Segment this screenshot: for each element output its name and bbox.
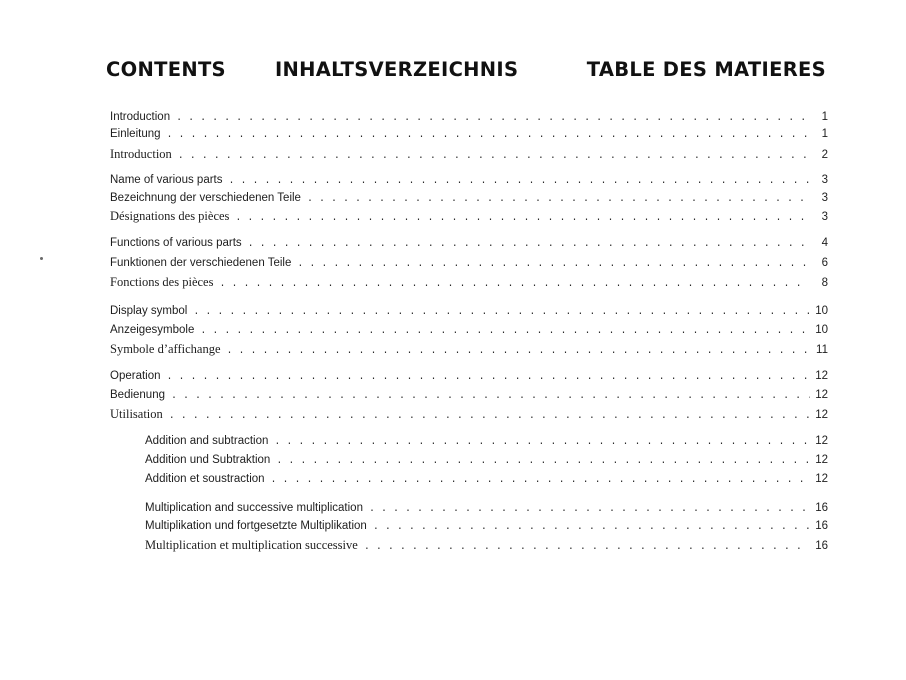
dot-leader <box>373 520 810 536</box>
toc-subentry <box>145 537 828 553</box>
toc-subentry <box>145 518 828 534</box>
toc-entry <box>110 126 828 142</box>
contents-headings <box>106 58 826 88</box>
toc-entry-page: 12 <box>815 409 828 421</box>
toc-subentry <box>145 452 828 468</box>
toc-entry-page: 16 <box>815 502 828 514</box>
dot-leader <box>200 324 810 340</box>
toc-entry-page: 12 <box>815 473 828 485</box>
dot-leader <box>219 277 810 293</box>
toc-entry <box>110 341 828 357</box>
toc-entry-page: 1 <box>821 128 828 140</box>
toc-entry-title: Addition and subtraction <box>145 435 269 447</box>
dot-leader <box>178 149 810 165</box>
toc-entry <box>110 387 828 403</box>
dot-leader <box>227 344 811 360</box>
dot-leader <box>171 389 810 405</box>
toc-entry-title: Einleitung <box>110 128 161 140</box>
toc-entry-title: Symbole d’affichange <box>110 342 221 356</box>
toc-entry-title: Anzeigesymbole <box>110 324 195 336</box>
toc-entry-title: Bezeichnung der verschiedenen Teile <box>110 192 301 204</box>
dot-leader <box>297 257 810 273</box>
toc-entry-title: Operation <box>110 370 161 382</box>
toc-entry <box>110 109 828 125</box>
dot-leader <box>229 174 811 190</box>
toc-entry-title: Utilisation <box>110 407 163 421</box>
toc-entry-page: 12 <box>815 454 828 466</box>
toc-entry-page: 12 <box>815 435 828 447</box>
toc-entry-page: 3 <box>821 174 828 186</box>
toc-entry-title: Fonctions des pièces <box>110 275 214 289</box>
toc-entry-page: 2 <box>821 149 828 161</box>
toc-entry-title: Funktionen der verschiedenen Teile <box>110 257 292 269</box>
toc-entry-title: Addition und Subtraktion <box>145 454 271 466</box>
toc-entry-title: Bedienung <box>110 389 165 401</box>
toc-entry <box>110 274 828 290</box>
toc-entry <box>110 303 828 319</box>
dot-leader <box>369 502 810 518</box>
toc-entry-page: 1 <box>821 111 828 123</box>
toc-entry-title: Introduction <box>110 111 171 123</box>
toc-entry <box>110 172 828 188</box>
toc-entry <box>110 406 828 422</box>
toc-entry <box>110 208 828 224</box>
dot-leader <box>176 111 810 127</box>
dot-leader <box>193 305 810 321</box>
toc-entry-page: 8 <box>821 277 828 289</box>
toc-entry-page: 3 <box>821 211 828 223</box>
heading-french: TABLE DES MATIERES <box>586 58 826 81</box>
toc-entry <box>110 255 828 271</box>
dot-leader <box>248 237 810 253</box>
toc-entry-page: 16 <box>815 540 828 552</box>
dot-leader <box>235 211 810 227</box>
toc-entry-page: 10 <box>815 305 828 317</box>
toc-entry-page: 6 <box>821 257 828 269</box>
dot-leader <box>274 435 810 451</box>
toc-entry-page: 16 <box>815 520 828 532</box>
toc-entry-page: 12 <box>815 389 828 401</box>
toc-entry-title: Multiplication and successive multiplication <box>145 502 363 514</box>
toc-entry-title: Addition et soustraction <box>145 473 265 485</box>
toc-entry <box>110 235 828 251</box>
toc-entry <box>110 190 828 206</box>
toc-entry-title: Introduction <box>110 147 172 161</box>
toc-subentry <box>145 500 828 516</box>
dot-leader <box>167 128 810 144</box>
heading-german: INHALTSVERZEICHNIS <box>275 58 519 81</box>
toc-entry-title: Display symbol <box>110 305 188 317</box>
scan-speck <box>40 257 43 260</box>
toc-entry-page: 12 <box>815 370 828 382</box>
toc-subentry <box>145 433 828 449</box>
toc-entry <box>110 146 828 162</box>
dot-leader <box>167 370 810 386</box>
toc-entry-page: 11 <box>816 344 828 356</box>
toc-subentry <box>145 471 828 487</box>
heading-english: CONTENTS <box>106 58 226 81</box>
toc-entry-title: Multiplication et multiplication successive <box>145 538 358 552</box>
toc-entry-page: 3 <box>821 192 828 204</box>
toc-entry-title: Multiplikation und fortgesetzte Multiplikation <box>145 520 367 532</box>
toc-entry-page: 10 <box>815 324 828 336</box>
dot-leader <box>271 473 810 489</box>
toc-entry <box>110 322 828 338</box>
dot-leader <box>276 454 810 470</box>
toc-entry <box>110 368 828 384</box>
toc-entry-page: 4 <box>821 237 828 249</box>
dot-leader <box>307 192 810 208</box>
dot-leader <box>169 409 810 425</box>
toc-entry-title: Functions of various parts <box>110 237 242 249</box>
toc-entry-title: Name of various parts <box>110 174 223 186</box>
toc-entry-title: Désignations des pièces <box>110 209 230 223</box>
dot-leader <box>364 540 810 556</box>
